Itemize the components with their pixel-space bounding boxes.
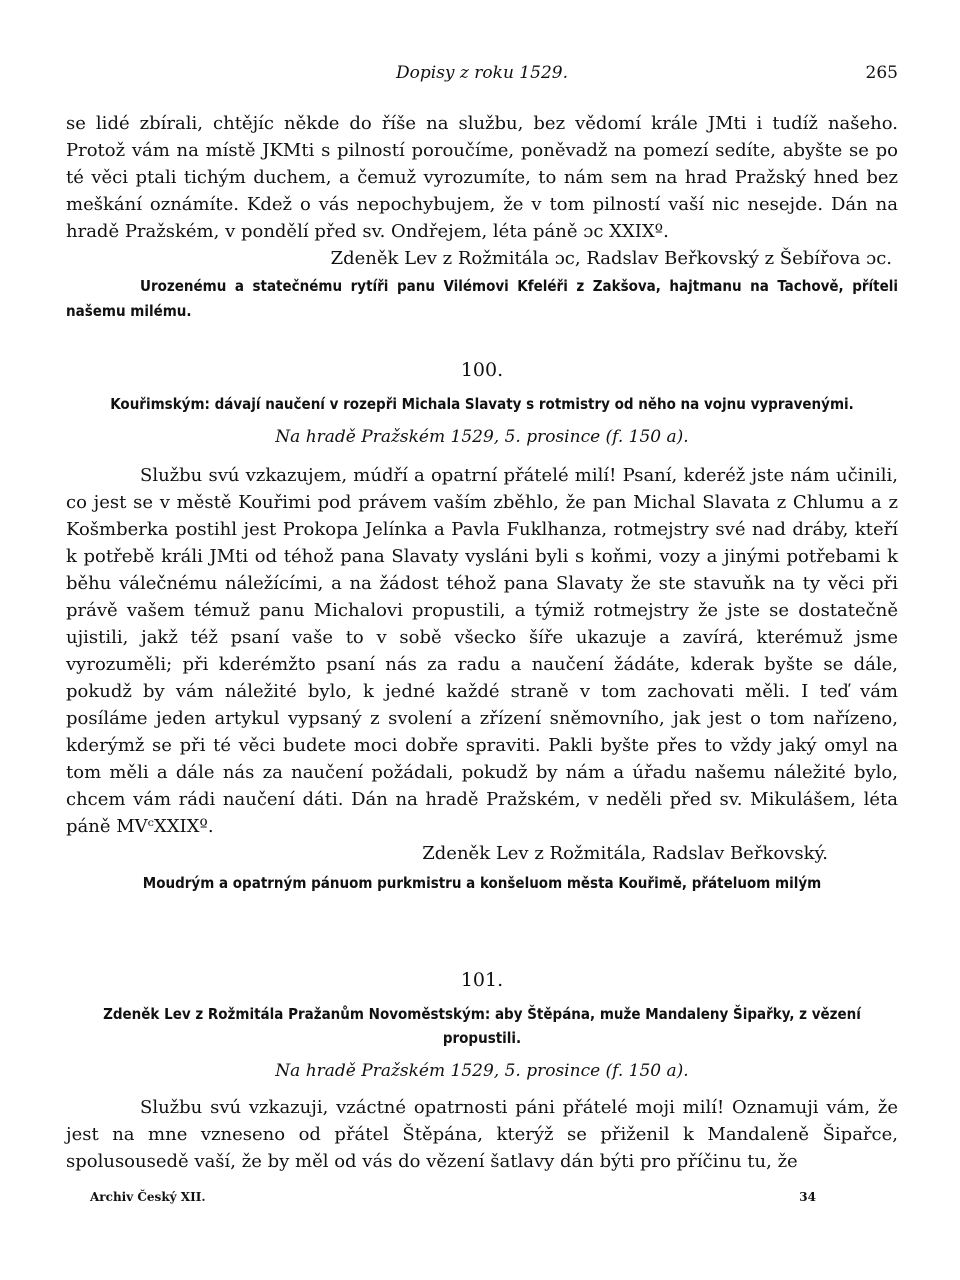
page-number: 265 [865,63,898,83]
doc-101-summary: Zdeněk Lev z Rožmitála Pražanům Novoměstským: aby Štěpána, muže Mandaleny Šipařky, z vězení propustili. [103,1005,861,1047]
doc-100-text: Službu svú vzkazujem, múdří a opatrní přátelé milí! Psaní, kderéž jste nám učinili, co jest se v městě Kouřimi pod právem vaším zběhlo, že pan Michal Slavata z Chlumu a z Košmberka postihl jest Prokopa Jelínka a Pavla Fuklhanza, rotmejstry své nad dráby, kteří k potřebě králi JMti od téhož pana Slavaty vysláni byli s koňmi, vozy a jinými potřebami k běhu válečnému náležícími, a na žádost téhož pana Slavaty že ste stavuňk na ty věci při právě vašem témuž panu Michalovi propustili, a týmiž rotmejstry že jste se dostatečně ujistili, jakž též psaní vaše to v sobě všecko šíře ukazuje a zavírá, kterémuž jsme vyrozuměli; při kderémžto psaní nás za radu a naučení žádáte, kderak byšte se dále, pokudž by vám náležité bylo, k jedné každé straně v tom zachovati měli. I teď vám posíláme jeden artykul vypsaný z svolení a zřízení sněmovního, jak jest o tom nařízeno, kderýmž se při té věci budete moci dobře spraviti. Pakli byšte přes to vždy jaký omyl na tom měli a dále nás za naučení požádali, pokudž by nám a úřadu našemu náležité bylo, chcem vám rádi naučení dáti. Dán na hradě Pražském, v neděli před sv. Mikulášem, léta páně MVᶜXXIXº. [66,465,898,837]
footer-sheet-number: 34 [799,1190,816,1204]
running-title: Dopisy z roku 1529. [396,63,568,83]
doc-100-dateline: Na hradě Pražském 1529, 5. prosince (f. 150 a). [275,427,689,447]
page-footer [90,1185,816,1209]
continuation-text: se lidé zbírali, chtějíc někde do říše na službu, bez vědomí krále JMti i tudíž našeho. Protož vám na místě JKMti s pilností poroučíme, poněvadž na pomezí sedíte, abyšte se po té věci ptali tichým duchem, a čemuž vyrozumíte, to nám sem na hrad Pražský hned bez meškání oznámíte. Kdež o vás nepochybujem, že v tom pilností vaší nic nesejde. Dán na hradě Pražském, v pondělí před sv. Ondřejem, léta páně ɔc XXIXº. [66,113,898,242]
doc-100-summary: Kouřimským: dávají naučení v rozepři Michala Slavaty s rotmistry od něho na vojnu vypravenými. [110,395,854,413]
doc-100-address: Moudrým a opatrným pánuom purkmistru a konšeluom města Kouřimě, přáteluom milým [142,874,822,892]
doc-101-text: Službu svú vzkazuji, vzáctné opatrnosti páni přátelé moji milí! Oznamuji vám, že jest na mne vzneseno od přátel Štěpána, kterýž se přiženil k Mandaleně Šipařce, spolusousedě vaší, že by měl od vás do vězení šatlavy dán býti pro příčinu tu, že [66,1097,898,1172]
doc-101-dateline: Na hradě Pražském 1529, 5. prosince (f. 150 a). [275,1061,689,1081]
doc-101-number: 101. [460,969,504,991]
continuation-block [66,110,898,324]
page-header [66,60,898,88]
footer-signature-mark: Archiv Český XII. [90,1190,206,1204]
continuation-address: Urozenému a statečnému rytíři panu Vilémovi Kfeléři z Zakšova, hajtmanu na Tachově, příteli našemu milému. [66,277,898,320]
document-100 [66,356,898,896]
doc-100-signature: Zdeněk Lev z Rožmitála, Radslav Beřkovský. [422,843,828,864]
doc-100-number: 100. [460,359,504,381]
continuation-signature: Zdeněk Lev z Rožmitála ɔc, Radslav Beřkovský z Šebířova ɔc. [330,248,892,269]
document-101 [66,966,898,1175]
